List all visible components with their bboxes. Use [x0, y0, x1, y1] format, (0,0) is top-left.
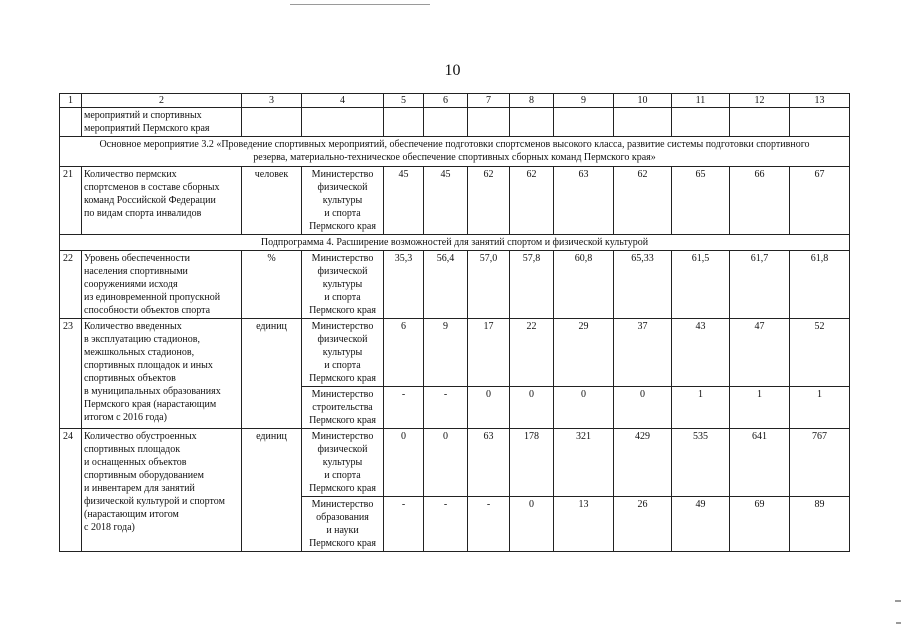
- header-cell: 1: [60, 94, 82, 108]
- value-cell: 62: [510, 167, 554, 235]
- row-number: 23: [60, 319, 82, 429]
- value-cell: -: [424, 497, 468, 552]
- value-cell: 13: [554, 497, 614, 552]
- value-cell: 62: [614, 167, 672, 235]
- value-cell: 45: [424, 167, 468, 235]
- value-cell: 61,7: [730, 251, 790, 319]
- scan-mark: [895, 600, 901, 602]
- value-cell: 61,5: [672, 251, 730, 319]
- header-row: [60, 94, 850, 108]
- value-cell: 60,8: [554, 251, 614, 319]
- responsible-org: Министерство образования и науки Пермского края: [302, 497, 384, 552]
- value-cell: 65,33: [614, 251, 672, 319]
- value-cell: 65: [672, 167, 730, 235]
- value-cell: 767: [790, 429, 850, 497]
- value-cell: 52: [790, 319, 850, 387]
- value-cell: 26: [614, 497, 672, 552]
- value-cell: 57,0: [468, 251, 510, 319]
- value-cell: -: [384, 497, 424, 552]
- value-cell: 429: [614, 429, 672, 497]
- responsible-org: Министерство физической культуры и спорта Пермского края: [302, 319, 384, 387]
- header-cell: 7: [468, 94, 510, 108]
- value-cell: 1: [730, 387, 790, 429]
- value-cell: 1: [790, 387, 850, 429]
- subprogram-heading-row: [60, 235, 850, 251]
- value-cell: 0: [384, 429, 424, 497]
- value-cell: 22: [510, 319, 554, 387]
- scan-mark: [896, 622, 901, 624]
- value-cell: 641: [730, 429, 790, 497]
- value-cell: 57,8: [510, 251, 554, 319]
- header-cell: 6: [424, 94, 468, 108]
- value-cell: 61,8: [790, 251, 850, 319]
- header-cell: 8: [510, 94, 554, 108]
- value-cell: 47: [730, 319, 790, 387]
- header-cell: 10: [614, 94, 672, 108]
- value-cell: 37: [614, 319, 672, 387]
- header-cell: 5: [384, 94, 424, 108]
- value-cell: 17: [468, 319, 510, 387]
- value-cell: 178: [510, 429, 554, 497]
- row-number: 21: [60, 167, 82, 235]
- responsible-org: Министерство физической культуры и спорта Пермского края: [302, 251, 384, 319]
- value-cell: 1: [672, 387, 730, 429]
- subprogram-heading-4: Подпрограмма 4. Расширение возможностей для занятий спортом и физической культурой: [60, 235, 850, 251]
- indicator-name: Количество пермских спортсменов в составе сборных команд Российской Федерации по видам спорта инвалидов: [82, 167, 242, 235]
- responsible-org: Министерство физической культуры и спорта Пермского края: [302, 167, 384, 235]
- value-cell: 63: [554, 167, 614, 235]
- responsible-org: Министерство строительства Пермского края: [302, 387, 384, 429]
- header-cell: 4: [302, 94, 384, 108]
- value-cell: 66: [730, 167, 790, 235]
- value-cell: 0: [424, 429, 468, 497]
- page-number: 10: [444, 62, 461, 79]
- value-cell: 0: [614, 387, 672, 429]
- header-cell: 11: [672, 94, 730, 108]
- header-cell: 12: [730, 94, 790, 108]
- header-cell: 9: [554, 94, 614, 108]
- value-cell: 0: [510, 387, 554, 429]
- section-heading-row: [60, 137, 850, 167]
- scan-mark: [290, 4, 430, 5]
- value-cell: -: [468, 497, 510, 552]
- value-cell: 6: [384, 319, 424, 387]
- value-cell: 0: [510, 497, 554, 552]
- continuation-row: [60, 108, 850, 137]
- value-cell: 56,4: [424, 251, 468, 319]
- table-row-23: [60, 319, 850, 387]
- table-row-21: [60, 167, 850, 235]
- unit: единиц: [242, 319, 302, 429]
- value-cell: 69: [730, 497, 790, 552]
- indicator-name: мероприятий и спортивных мероприятий Пермского края: [82, 108, 242, 137]
- value-cell: 535: [672, 429, 730, 497]
- unit: %: [242, 251, 302, 319]
- responsible-org: Министерство физической культуры и спорта Пермского края: [302, 429, 384, 497]
- value-cell: 67: [790, 167, 850, 235]
- table-row-24: [60, 429, 850, 497]
- value-cell: -: [384, 387, 424, 429]
- value-cell: 321: [554, 429, 614, 497]
- value-cell: 29: [554, 319, 614, 387]
- header-cell: 13: [790, 94, 850, 108]
- row-number: 24: [60, 429, 82, 552]
- indicator-name: Количество обустроенных спортивных площадок и оснащенных объектов спортивным оборудованием и инвентарем для занятий физической культурой и спортом (нарастающим итогом с 2018 года): [82, 429, 242, 552]
- value-cell: 89: [790, 497, 850, 552]
- value-cell: 45: [384, 167, 424, 235]
- value-cell: 0: [468, 387, 510, 429]
- indicator-name: Уровень обеспеченности населения спортивными сооружениями исходя из единовременной пропускной способности объектов спорта: [82, 251, 242, 319]
- unit: человек: [242, 167, 302, 235]
- indicators-table: [59, 93, 850, 552]
- value-cell: 35,3: [384, 251, 424, 319]
- header-cell: 2: [82, 94, 242, 108]
- section-heading-3-2: Основное мероприятие 3.2 «Проведение спортивных мероприятий, обеспечение подготовки спортсменов высокого класса, развитие системы подготовки спортивного резерва, материально-техническое обеспечение спортивных сборных команд Пермского края»: [60, 137, 850, 167]
- table-row-22: [60, 251, 850, 319]
- value-cell: 49: [672, 497, 730, 552]
- row-number: 22: [60, 251, 82, 319]
- value-cell: 43: [672, 319, 730, 387]
- value-cell: 63: [468, 429, 510, 497]
- value-cell: 9: [424, 319, 468, 387]
- indicator-name: Количество введенных в эксплуатацию стадионов, межшкольных стадионов, спортивных площадок и иных спортивных объектов в муниципальных образованиях Пермского края (нарастающим итогом с 2016 года): [82, 319, 242, 429]
- value-cell: 0: [554, 387, 614, 429]
- unit: единиц: [242, 429, 302, 552]
- value-cell: -: [424, 387, 468, 429]
- value-cell: 62: [468, 167, 510, 235]
- header-cell: 3: [242, 94, 302, 108]
